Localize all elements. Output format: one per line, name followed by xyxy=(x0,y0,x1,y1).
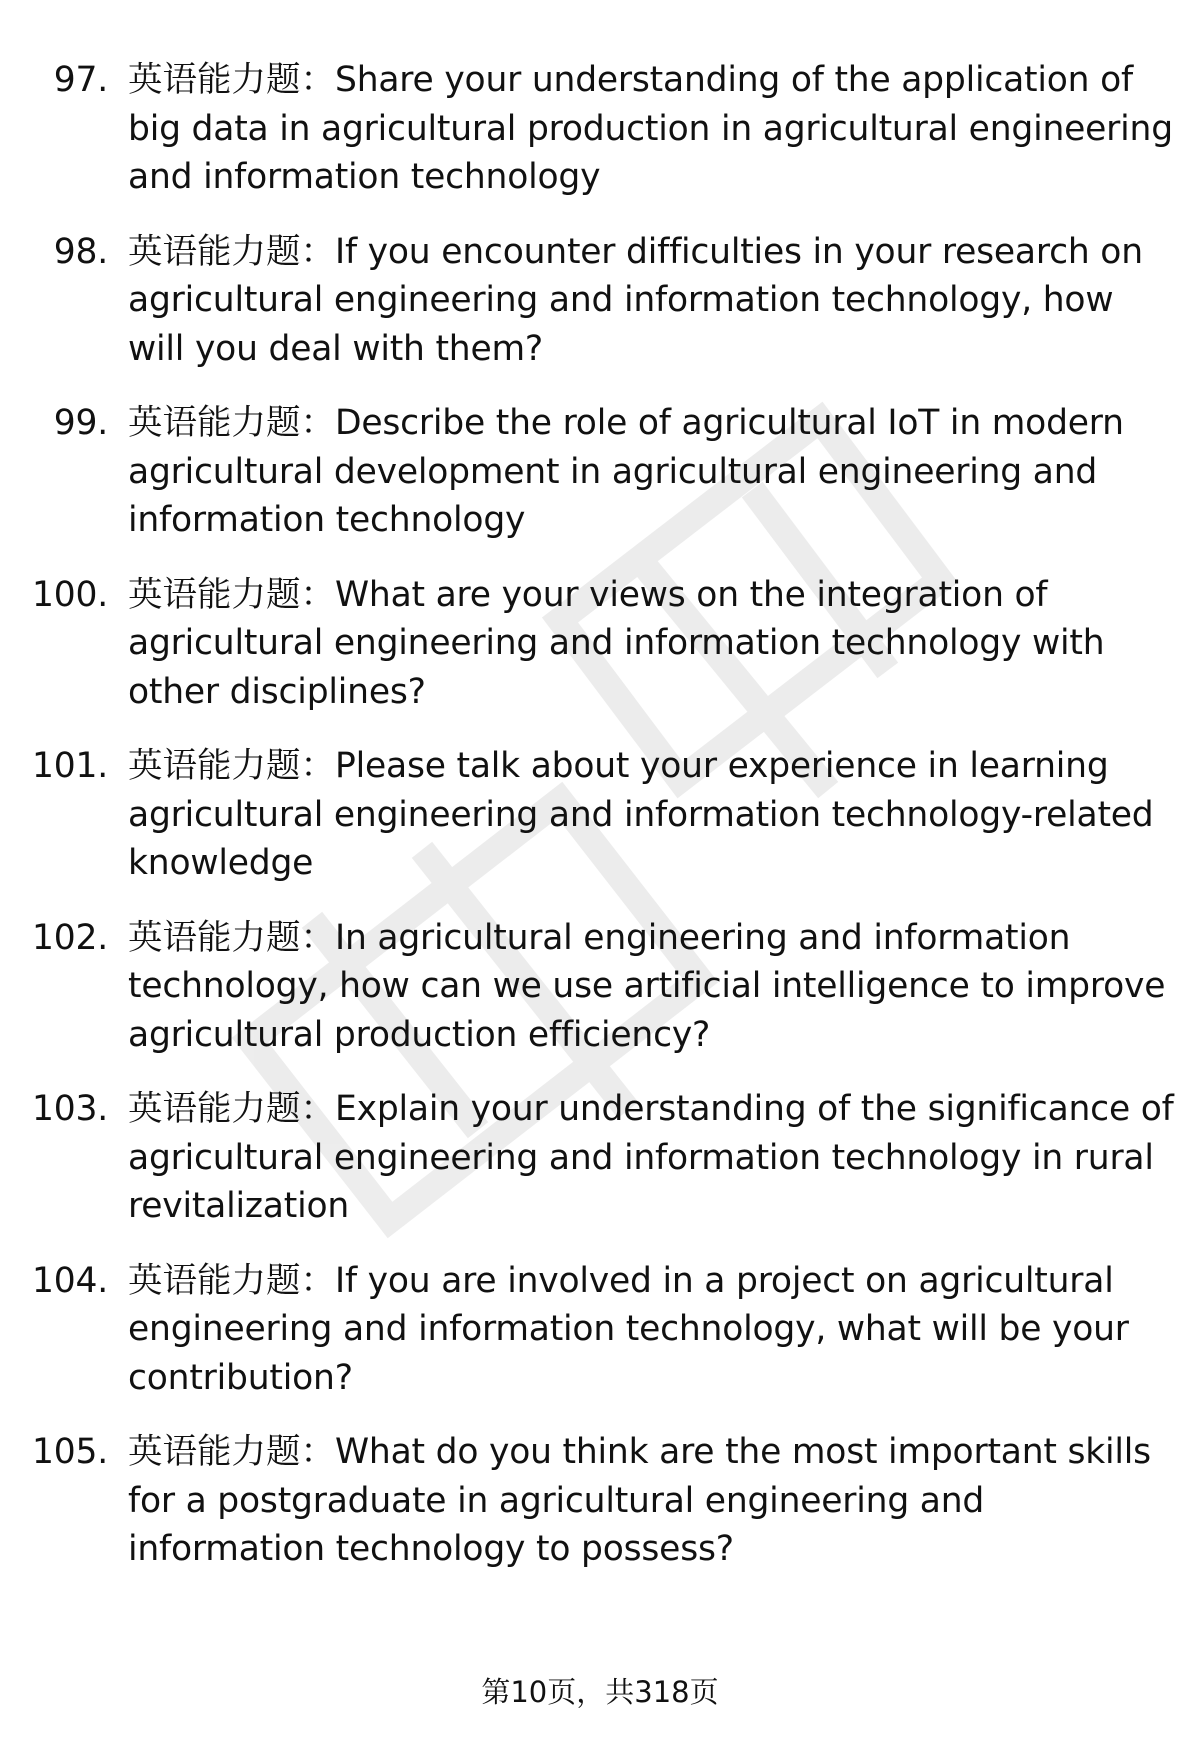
question-category: 英语能力题： xyxy=(128,574,335,615)
question-item xyxy=(0,571,1200,717)
question-number: 102. xyxy=(31,917,108,958)
question-category: 英语能力题： xyxy=(128,60,335,100)
question-number: 105. xyxy=(31,1432,108,1472)
question-list xyxy=(0,56,1200,1600)
question-text: Share your understanding of the application of big data in agricultural production in agricultural engineering and information technology xyxy=(128,60,1173,197)
question-item xyxy=(0,1428,1200,1574)
page-number-footer: 第10页，共318页 xyxy=(481,1675,719,1709)
question-number: 104. xyxy=(31,1260,108,1301)
question-category: 英语能力题： xyxy=(128,917,335,958)
question-text: If you are involved in a project on agricultural engineering and information technology, what will be your contribution? xyxy=(128,1260,1129,1398)
question-number: 103. xyxy=(31,1089,108,1129)
question-number: 99. xyxy=(53,403,108,443)
question-text: Describe the role of agricultural IoT in modern agricultural development in agricultural engineering and information technology xyxy=(128,403,1124,540)
question-item xyxy=(0,1257,1200,1403)
question-item xyxy=(0,1085,1200,1231)
question-item xyxy=(0,56,1200,202)
question-number: 98. xyxy=(53,231,108,272)
question-item xyxy=(0,399,1200,545)
question-category: 英语能力题： xyxy=(128,1260,335,1301)
question-number: 100. xyxy=(31,574,108,615)
question-text: In agricultural engineering and information technology, how can we use artificial intelligence to improve agricultural production efficiency? xyxy=(128,917,1166,1055)
question-text: Please talk about your experience in learning agricultural engineering and information technology-related knowledge xyxy=(128,746,1154,883)
question-item xyxy=(0,228,1200,374)
question-number: 101. xyxy=(31,746,108,786)
question-category: 英语能力题： xyxy=(128,231,335,272)
question-item xyxy=(0,914,1200,1060)
question-category: 英语能力题： xyxy=(128,746,335,786)
question-category: 英语能力题： xyxy=(128,1432,335,1472)
question-text: Explain your understanding of the significance of agricultural engineering and information technology in rural revitalization xyxy=(128,1089,1174,1226)
question-item xyxy=(0,742,1200,888)
question-number: 97. xyxy=(53,60,108,100)
question-category: 英语能力题： xyxy=(128,403,335,443)
question-category: 英语能力题： xyxy=(128,1089,335,1129)
question-text: If you encounter difficulties in your research on agricultural engineering and information technology, how will you deal with them? xyxy=(128,231,1143,369)
question-text: What are your views on the integration of agricultural engineering and information technology with other disciplines? xyxy=(128,574,1105,712)
question-text: What do you think are the most important skills for a postgraduate in agricultural engineering and information technology to possess? xyxy=(128,1432,1151,1569)
